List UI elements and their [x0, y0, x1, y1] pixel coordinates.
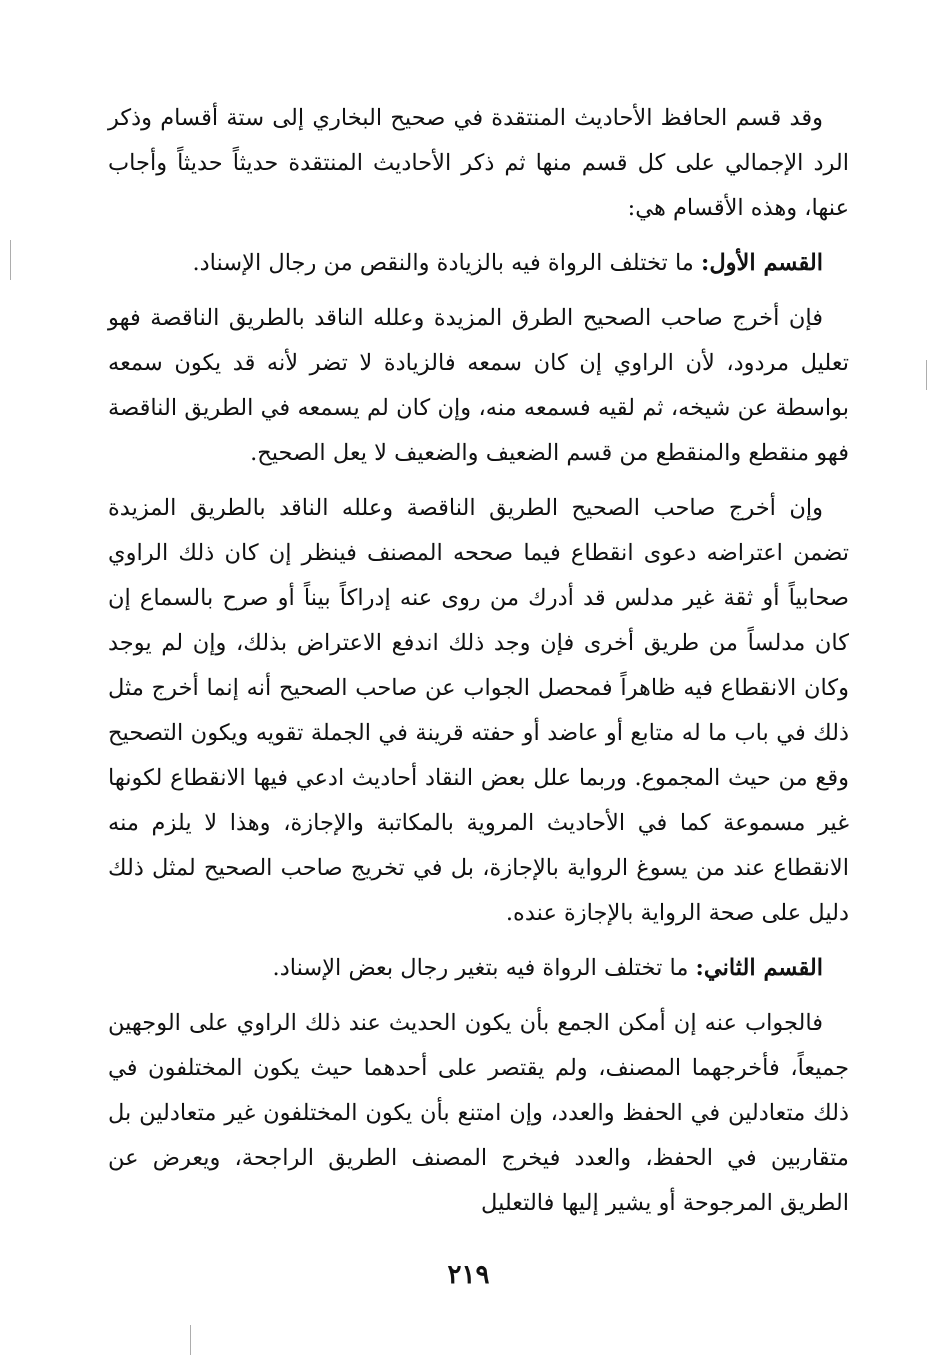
section-one-heading: القسم الأول: ما تختلف الرواة فيه بالزيادة والنقص من رجال الإسناد. [192, 250, 823, 276]
section-one-label: القسم الأول: [701, 250, 823, 276]
scan-edge-mark [10, 240, 11, 280]
section-one-paragraph-2: وإن أخرج صاحب الصحيح الطريق الناقصة وعلله الناقد بالطريق المزيدة تضمن اعتراضه دعوى انقطاع فيما صححه المصنف فينظر إن كان ذلك الراوي صحابياً أو ثقة غير مدلس قد أدرك من روى عنه إدراكاً بيناً أو صرح بالسماع إن كان مدلساً من طريق أخرى فإن وجد ذلك اندفع الاعتراض بذلك، وإن لم يوجد وكان الانقطاع فيه ظاهراً فمحصل الجواب عن صاحب الصحيح أنه إنما أخرج مثل ذلك في باب ما له متابع أو عاضد أو حفته قرينة في الجملة تقويه ويكون التصحيح وقع من حيث المجموع. وربما علل بعض النقاد أحاديث ادعي فيها الانقطاع لكونها غير مسموعة كما في الأحاديث المروية بالمكاتبة والإجازة، وهذا لا يلزم منه الانقطاع عند من يسوغ الرواية بالإجازة، بل في تخريج صاحب الصحيح لمثل ذلك دليل على صحة الرواية بالإجازة عنده. [108, 495, 849, 926]
body-text [108, 96, 849, 1236]
page-number: ٢١٩ [447, 1260, 490, 1290]
intro-paragraph: وقد قسم الحافظ الأحاديث المنتقدة في صحيح البخاري إلى ستة أقسام وذكر الرد الإجمالي على كل قسم منها ثم ذكر الأحاديث المنتقدة حديثاً حديثاً وأجاب عنها، وهذه الأقسام هي: [108, 105, 849, 221]
scan-edge-mark [190, 1325, 191, 1355]
section-two-label: القسم الثاني: [695, 955, 823, 981]
section-two-heading: القسم الثاني: ما تختلف الرواة فيه بتغير رجال بعض الإسناد. [272, 955, 823, 981]
section-one-paragraph-1: فإن أخرج صاحب الصحيح الطرق المزيدة وعلله الناقد بالطريق الناقصة فهو تعليل مردود، لأن الراوي إن كان سمعه فالزيادة لا تضر لأنه قد يكون سمعه بواسطة عن شيخه، ثم لقيه فسمعه منه، وإن كان لم يسمعه في الطريق الناقصة فهو منقطع والمنقطع من قسم الضعيف والضعيف لا يعل الصحيح. [108, 305, 849, 466]
scan-edge-mark [926, 360, 927, 390]
section-two-paragraph: فالجواب عنه إن أمكن الجمع بأن يكون الحديث عند ذلك الراوي على الوجهين جميعاً، فأخرجهما المصنف، ولم يقتصر على أحدهما حيث يكون المختلفون في ذلك متعادلين في الحفظ والعدد، وإن امتنع بأن يكون المختلفون غير متعادلين بل متقاربين في الحفظ، والعدد فيخرج المصنف الطريق الراجحة، ويعرض عن الطريق المرجوحة أو يشير إليها فالتعليل [108, 1010, 849, 1216]
